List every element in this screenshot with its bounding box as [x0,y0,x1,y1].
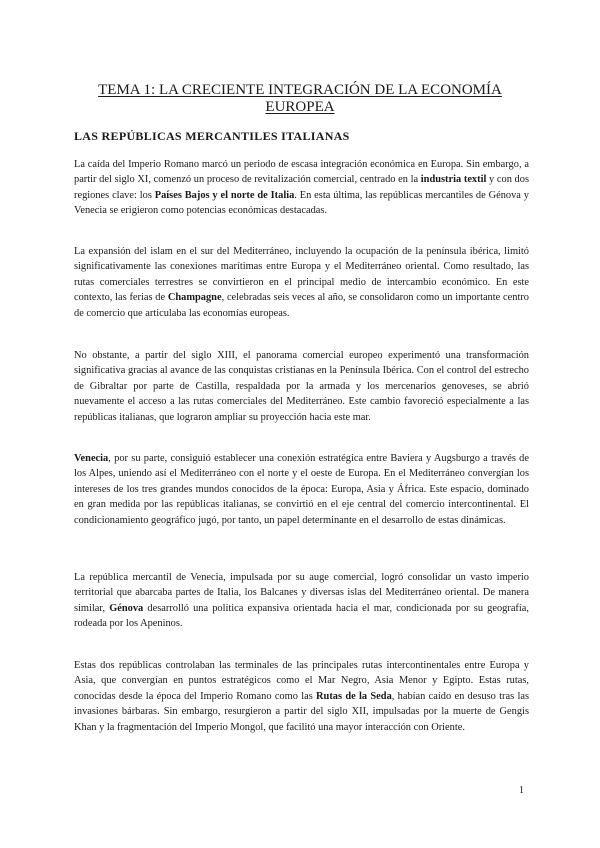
page-title: TEMA 1: LA CRECIENTE INTEGRACIÓN DE LA ECONOMÍA EUROPEA [98,82,502,115]
p1-text-a: La caída del Imperio Romano marcó un periodo de escasa integración económica en Europa. Sin embargo, a partir del siglo XI, comenzó un proceso de revitalización comercial, centrado en la [74,159,529,186]
paragraph-3 [74,348,529,425]
p3-text-a: No obstante, a partir del siglo XIII, el panorama comercial europeo experimentó una transformación significativa gracias al avance de las conquistas cristianas en la Península Ibérica. Con el control del estrecho de Gibraltar por parte de Castilla, respaldada por la armada y los mercenarios genoveses, se abrió nuevamente el acceso a las rutas comerciales del Mediterráneo. Este cambio favoreció especialmente a las repúblicas italianas, que lograron ampliar su proyección hacia este mar. [74,350,529,423]
p1-bold-textile: industria textil [420,174,487,186]
paragraph-2 [74,244,529,321]
p5-text-a: La república mercantil de Venecia, impulsada por su auge comercial, logró consolidar un vasto imperio territorial que abarcaba partes de Italia, los Balcanes y diversas islas del Mediterráneo oriental. De manera similar, [74,572,529,614]
page-number: 1 [519,785,524,796]
paragraph-1 [74,157,529,219]
paragraph-5 [74,570,529,632]
paragraph-6 [74,658,529,735]
p4-bold-venecia: Venecia [74,453,109,464]
p5-bold-genova: Génova [109,602,144,614]
p2-text-a: La expansión del islam en el sur del Mediterráneo, incluyendo la ocupación de la península ibérica, limitó significativamente las conexiones marítimas entre Europa y el Mediterráneo oriental. Como resultado, las rutas comerciales terrestres se convirtieron en el principal medio de intercambio económico. En este contexto, las ferias de [74,246,529,304]
section-heading: LAS REPÚBLICAS MERCANTILES ITALIANAS [74,129,350,143]
p5-text-c: desarrolló una política expansiva orientada hacia el mar, condicionada por su geografía, rodeada por los Apeninos. [74,602,529,630]
p1-bold-regions: Países Bajos y el norte de Italia [154,189,295,201]
p6-bold-rutas-seda: Rutas de la Seda [316,690,392,702]
p1-text-d: . En esta última, las repúblicas mercantiles de Génova y Venecia se erigieron como potencias económicas destacadas. [74,189,529,217]
p4-text-a: , por su parte, consiguió establecer una conexión estratégica entre Baviera y Augsburgo a través de los Alpes, uniendo así el Mediterráneo con el norte y el oeste de Europa. En el Mediterráneo convergían los intereses de los tres grandes mundos conocidos de la época: Europa, Asia y África. Este espacio, dominado en gran medida por las repúblicas italianas, se convirtió en el eje central del comercio intercontinental. El condicionamiento geográfico jugó, por tanto, un papel determinante en el desarrollo de estas dinámicas. [74,453,529,526]
p2-text-c: , celebradas seis veces al año, se consolidaron como un importante centro de comercio que articulaba las economías europeas. [74,292,529,319]
p2-bold-champagne: Champagne [167,292,222,304]
paragraph-4 [74,451,529,528]
p1-text-c: y con dos regiones clave: los [74,174,529,201]
p6-text-a: Estas dos repúblicas controlaban las terminales de las principales rutas intercontinentales entre Europa y Asia, que convergían en puntos estratégicos como el Mar Negro, Asia Menor y Egipto. Estas rutas, conocidas desde la época del Imperio Romano como las [74,660,529,702]
p6-text-c: , habían caído en desuso tras las invasiones bárbaras. Sin embargo, resurgieron a partir del siglo XII, impulsadas por la muerte de Gengis Khan y la fragmentación del Imperio Mongol, que facilitó una mayor interacción con Oriente. [74,690,529,733]
